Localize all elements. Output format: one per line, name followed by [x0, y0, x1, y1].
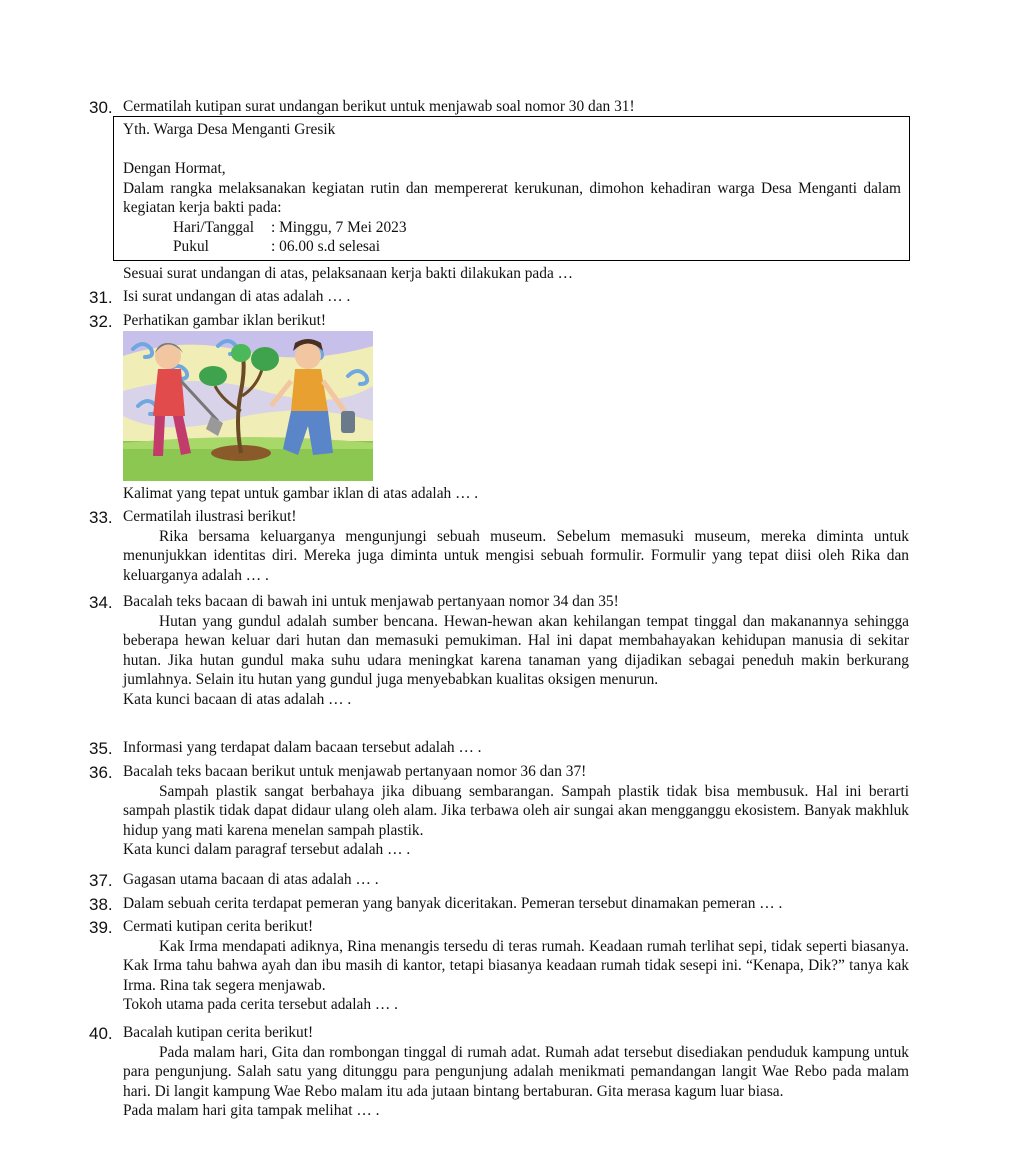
question-text: Bacalah kutipan cerita berikut!: [123, 1024, 314, 1041]
question-number: 37.: [89, 871, 113, 890]
question-39: [89, 917, 909, 1015]
question-text: Informasi yang terdapat dalam bacaan tersebut adalah … .: [123, 739, 482, 756]
question-text: Perhatikan gambar iklan berikut!: [123, 312, 327, 329]
date-value: : Minggu, 7 Mei 2023: [271, 218, 407, 236]
question-30: [89, 97, 909, 117]
question-number: 39.: [89, 918, 113, 937]
question-number: 30.: [89, 98, 113, 117]
question-31: [89, 287, 909, 307]
question-34: [89, 592, 909, 709]
reading-passage: Hutan yang gundul adalah sumber bencana. Hewan-hewan akan kehilangan tempat tinggal dan makanannya sehingga beberapa hewan keluar dari hutan dan memasuki pemukiman. Hal ini dapat membahayakan kehidupan manusia di sekitar hutan. Jika hutan gundul maka suhu udara meningkat karena tanaman yang dijadikan sebagai peneduh makin berkurang jumlahnya. Selain itu hutan yang gundul juga menyebabkan kualitas oksigen menurun.: [123, 612, 909, 688]
question-38: [89, 894, 909, 914]
question-40: [89, 1023, 909, 1121]
letter-greeting: Dengan Hormat,: [123, 160, 226, 177]
reading-passage: Sampah plastik sangat berbahaya jika dibuang sembarangan. Sampah plastik tidak bisa membusuk. Hal ini berarti sampah plastik tidak dapat didaur ulang oleh alam. Jika terbawa oleh air sungai akan mengganggu ekosistem. Banyak makhluk hidup yang mati karena menelan sampah plastik.: [123, 782, 909, 839]
question-36: [89, 762, 909, 860]
invitation-letter-box: [113, 116, 910, 261]
question-37: [89, 870, 909, 890]
question-number: 36.: [89, 763, 113, 782]
question-30-prompt: Sesuai surat undangan di atas, pelaksanaan kerja bakti dilakukan pada …: [123, 265, 574, 282]
question-text: Dalam sebuah cerita terdapat pemeran yang banyak diceritakan. Pemeran tersebut dinamakan pemeran … .: [123, 895, 783, 912]
reading-passage: Kak Irma mendapati adiknya, Rina menangis tersedu di teras rumah. Keadaan rumah terlihat sepi, tidak seperti biasanya. Kak Irma tahu bahwa ayah dan ibu masih di kantor, tetapi biasanya keadaan rumah tidak sesepi ini. “Kenapa, Dik?” tanya kak Irma. Rina tak segera menjawab.: [123, 937, 909, 994]
time-label: Pukul: [173, 238, 209, 255]
question-number: 34.: [89, 593, 113, 612]
time-value: : 06.00 s.d selesai: [271, 238, 381, 255]
reading-passage: Rika bersama keluarganya mengunjungi sebuah museum. Sebelum memasuki museum, mereka diminta untuk menunjukkan identitas diri. Mereka juga diminta untuk mengisi sebuah formulir. Formulir yang tepat diisi oleh Rika dan keluarganya adalah … .: [123, 527, 909, 584]
letter-body: Dalam rangka melaksanakan kegiatan rutin dan mempererat kerukunan, dimohon kehadiran warga Desa Menganti dalam kegiatan kerja bakti pada:: [123, 179, 901, 216]
date-label: Hari/Tanggal: [173, 218, 254, 236]
question-text: Gagasan utama bacaan di atas adalah … .: [123, 871, 379, 888]
question-text: Bacalah teks bacaan di bawah ini untuk menjawab pertanyaan nomor 34 dan 35!: [123, 593, 619, 610]
question-33: [89, 507, 909, 585]
tree-planting-illustration: [123, 331, 373, 481]
question-number: 31.: [89, 288, 113, 307]
letter-recipient: Yth. Warga Desa Menganti Gresik: [123, 121, 336, 138]
letter-date-row: [123, 218, 901, 238]
question-35: [89, 738, 909, 758]
question-prompt: Tokoh utama pada cerita tersebut adalah … .: [123, 996, 398, 1013]
question-number: 40.: [89, 1024, 113, 1043]
question-number: 38.: [89, 895, 113, 914]
question-number: 35.: [89, 739, 113, 758]
question-text: Cermatilah kutipan surat undangan berikut untuk menjawab soal nomor 30 dan 31!: [123, 98, 635, 115]
question-text: Isi surat undangan di atas adalah … .: [123, 288, 351, 305]
question-prompt: Pada malam hari gita tampak melihat … .: [123, 1102, 380, 1119]
question-32-prompt: Kalimat yang tepat untuk gambar iklan di atas adalah … .: [123, 485, 479, 502]
question-text: Cermatilah ilustrasi berikut!: [123, 508, 297, 525]
question-prompt: Kata kunci bacaan di atas adalah … .: [123, 690, 352, 708]
reading-passage: Pada malam hari, Gita dan rombongan tinggal di rumah adat. Rumah adat tersebut disediakan penduduk kampung untuk para pengunjung. Salah satu yang ditunggu para pengunjung adalah menikmati pemandangan langit Wae Rebo pada malam hari. Di langit kampung Wae Rebo malam itu ada jutaan bintang bertaburan. Gita merasa kagum luar biasa.: [123, 1043, 909, 1100]
question-prompt: Kata kunci dalam paragraf tersebut adalah … .: [123, 841, 411, 858]
question-number: 33.: [89, 508, 113, 527]
letter-time-row: [123, 237, 901, 257]
question-number: 32.: [89, 312, 113, 331]
question-text: Cermati kutipan cerita berikut!: [123, 918, 314, 935]
question-32: [89, 311, 909, 331]
question-text: Bacalah teks bacaan berikut untuk menjawab pertanyaan nomor 36 dan 37!: [123, 763, 587, 780]
